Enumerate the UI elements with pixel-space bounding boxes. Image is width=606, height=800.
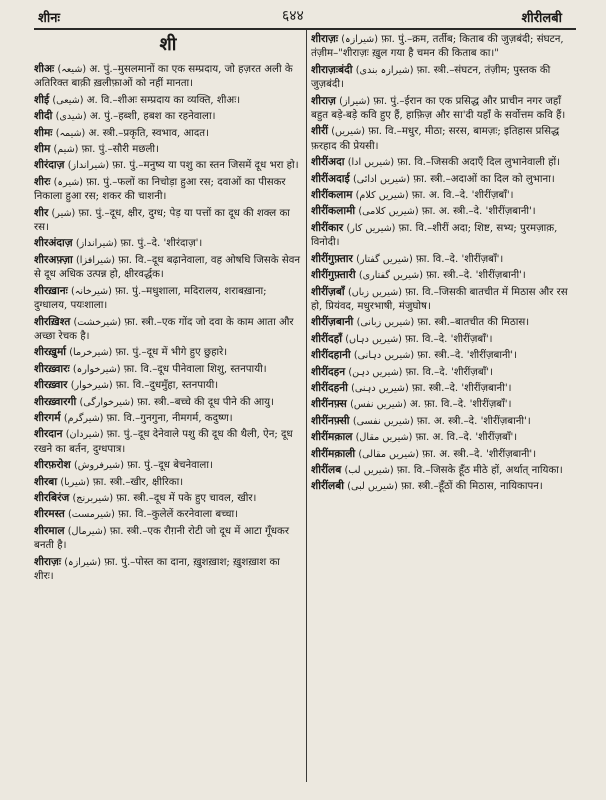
entry-headword: शीरख़िश्त	[34, 315, 71, 328]
dictionary-entry	[34, 206, 302, 236]
entry-headword: शीरख़्वारः	[34, 362, 70, 375]
entry-headword: शीरींदहाँ	[311, 332, 343, 345]
entry-urdu-spelling: (شیریں مقالی)	[358, 448, 420, 460]
dictionary-entry	[34, 362, 302, 377]
entry-headword: शीरबा	[34, 475, 58, 488]
entry-urdu-spelling: (شیرازہ بندی)	[355, 64, 414, 76]
dictionary-entry	[34, 253, 302, 283]
entry-urdu-spelling: (شیریں دہن)	[348, 366, 403, 378]
dictionary-entry	[34, 458, 302, 473]
entry-urdu-spelling: (شیریں کلام)	[355, 190, 409, 202]
entry-definition: फ़ा. स्त्री.–बच्चे की दूध पीने की आयु।	[137, 396, 274, 408]
entry-urdu-spelling: (شیرگرم)	[63, 412, 104, 424]
entry-urdu-spelling: (شیریں ادا)	[347, 157, 395, 169]
entry-urdu-spelling: (شیرازہ)	[341, 34, 378, 45]
left-entry-list	[34, 62, 302, 584]
dictionary-entry	[311, 414, 577, 429]
entry-definition: फ़ा. स्त्री.–दे. 'शीरींज़बानी'।	[426, 270, 526, 282]
entry-headword: शीरख़्वारगी	[34, 395, 77, 408]
entry-headword: शीरदान	[34, 428, 63, 441]
entry-headword: शीराज़ः	[34, 555, 62, 568]
entry-headword: शीरींअदाई	[311, 172, 350, 185]
entry-urdu-spelling: (شیریں گفتاری)	[358, 270, 423, 282]
entry-headword: शीई	[34, 93, 50, 106]
entry-headword: शीरींलबी	[311, 480, 344, 493]
dictionary-entry	[311, 348, 577, 363]
entry-urdu-spelling: (شیریں لبی)	[347, 481, 398, 493]
entry-urdu-spelling: (شیریں دہاں)	[345, 333, 402, 345]
entry-headword: शीराज़ः	[311, 33, 339, 45]
dictionary-entry	[34, 555, 302, 585]
entry-urdu-spelling: (شیرمال)	[67, 525, 107, 537]
entry-urdu-spelling: (شیریں مقال)	[355, 432, 413, 444]
entry-definition: फ़ा. पुं.–फलों का निचोड़ा हुआ रस; दवाओं का पीसकर निकाला हुआ रस; शकर की चाशनी।	[34, 176, 286, 203]
dictionary-entry	[34, 524, 302, 554]
entry-definition: फ़ा. पुं.–दूध देनेवाले पशु की दूध की थैली, ऐन; दूध रखने का बर्तन, दुग्धपात्र।	[34, 429, 293, 455]
entry-urdu-spelling: (شیرافزا)	[76, 254, 115, 266]
entry-definition: फ़ा. वि.–जिसकी अदाएँ दिल लुभानेवाली हों।	[397, 157, 561, 169]
dictionary-entry	[311, 381, 577, 396]
entry-headword: शीरअंदाज़	[34, 237, 73, 250]
entry-headword: शीरींअदा	[311, 156, 345, 169]
entry-definition: फ़ा. वि.–दे. 'शीरींज़बाँ'।	[405, 333, 493, 345]
entry-urdu-spelling: (شیرمست)	[68, 509, 115, 521]
entry-urdu-spelling: (شیراز)	[339, 95, 371, 107]
entry-urdu-spelling: (شیدی)	[55, 111, 87, 123]
entry-definition: अ. पुं.–मुसलमानों का एक सम्प्रदाय, जो हज़रत अली के अतिरिक्त बाक़ी ख़लीफ़ाओं को नहीं मानता।	[34, 64, 293, 90]
entry-urdu-spelling: (شیریں دہنی)	[351, 382, 409, 394]
page-header	[0, 0, 606, 30]
entry-definition: अ. फ़ा. वि.–दे. 'शीरींज़बाँ'।	[409, 399, 512, 411]
entry-definition: फ़ा. स्त्री.–एक रौग़नी रोटी जो दूध में आटा गूँधकर बनती है।	[34, 525, 290, 552]
entry-definition: फ़ा. पुं.–मनुष्य या पशु का स्तन जिसमें दूध भरा हो।	[112, 160, 299, 172]
entry-headword: शीरींज़बानी	[311, 316, 354, 329]
entry-urdu-spelling: (شیم)	[53, 144, 79, 156]
entry-headword: शीरींज़बाँ	[311, 285, 345, 298]
dictionary-entry	[311, 315, 577, 330]
entry-definition: फ़ा. वि.–दुधमुँहा, स्तनपायी।	[115, 380, 219, 392]
entry-headword: शीरफ़रोश	[34, 459, 71, 472]
dictionary-entry	[311, 430, 577, 445]
entry-urdu-spelling: (شیریں زبانی)	[356, 317, 415, 329]
dictionary-entry	[34, 475, 302, 490]
entry-headword: शीरंदाज़	[34, 159, 65, 172]
entry-urdu-spelling: (شیرانداز)	[75, 238, 118, 250]
dictionary-entry	[34, 62, 302, 92]
entry-urdu-spelling: (شیعی)	[52, 94, 84, 106]
entry-headword: शीरींकलाम	[311, 189, 353, 202]
page-number: ६४४	[282, 8, 304, 24]
entry-definition: फ़ा. वि.–गुनगुना, नीमगर्म, कदुष्ण।	[106, 412, 233, 424]
entry-definition: फ़ा. अ. स्त्री.–दे. 'शीरींज़बानी'।	[416, 415, 531, 427]
dictionary-entry	[34, 142, 302, 157]
entry-urdu-spelling: (شیعہ)	[57, 64, 87, 75]
right-column	[311, 32, 577, 496]
dictionary-entry	[311, 252, 577, 267]
entry-headword: शीरींदहानी	[311, 349, 351, 362]
entry-definition: फ़ा. पुं.–सौरी मछली।	[81, 144, 159, 156]
entry-definition: फ़ा. पुं.–दूध, क्षीर, दुग्ध; पेड़ या पत्तों का दूध की शक्ल का रस।	[34, 207, 290, 234]
dictionary-entry	[34, 126, 302, 141]
entry-headword: शीरींदहनी	[311, 381, 348, 394]
entry-definition: फ़ा. वि.–शीरीं अदा; शिष्ट, सभ्य; पुरमज़ाक़, विनोदी।	[311, 222, 558, 249]
dictionary-entry	[34, 395, 302, 410]
dictionary-entry	[311, 397, 577, 412]
entry-definition: फ़ा. वि.–दूध बढ़ानेवाला, वह ओषधि जिसके सेवन से दूध अधिक उत्पन्न हो, क्षीरवर्द्धक।	[34, 254, 301, 281]
header-left-guide-word: शीनः	[38, 11, 61, 26]
dictionary-entry	[34, 175, 302, 205]
entry-urdu-spelling: (شیریں کلامی)	[358, 206, 419, 218]
entry-headword: शीरींमक़ाल	[311, 431, 353, 444]
entry-headword: शीरींगुफ़्तारी	[311, 269, 356, 282]
entry-definition: फ़ा. वि.–दूध पीनेवाला शिशु, स्तनपायी।	[123, 363, 267, 375]
entry-headword: शीरींदहन	[311, 365, 346, 378]
entry-definition: अ. वि.–शीअः सम्प्रदाय का व्यक्ति, शीअः।	[86, 94, 241, 106]
right-entry-list	[311, 32, 577, 495]
entry-urdu-spelling: (شیریں نفسی)	[352, 415, 414, 427]
dictionary-entry	[311, 188, 577, 203]
entry-headword: शीरः	[34, 175, 51, 188]
entry-definition: फ़ा. पुं.–दूध बेचनेवाला।	[127, 460, 213, 472]
entry-headword: शीरख़ुर्मा	[34, 346, 67, 359]
entry-headword: शीरख़ानः	[34, 284, 68, 297]
entry-definition: फ़ा. स्त्री.–दे. 'शीरींज़बानी'।	[417, 350, 517, 362]
dictionary-entry	[311, 285, 577, 315]
entry-urdu-spelling: (شیر)	[51, 207, 76, 219]
header-rule	[34, 28, 576, 30]
dictionary-entry	[311, 447, 577, 462]
dictionary-entry	[34, 315, 302, 345]
dictionary-entry	[34, 491, 302, 506]
entry-urdu-spelling: (شیریں لب)	[344, 464, 394, 476]
entry-urdu-spelling: (شیریں ادائی)	[352, 173, 410, 185]
entry-headword: शीराज़	[311, 94, 336, 107]
entry-headword: शीरींनफ़्स	[311, 398, 347, 411]
entry-urdu-spelling: (شیریں گفتار)	[356, 253, 413, 265]
entry-headword: शीरीं	[311, 125, 329, 138]
header-right-guide-word: शीरीलबी	[521, 11, 562, 26]
entry-urdu-spelling: (شیرانداز)	[67, 160, 110, 172]
entry-headword: शीरींकलामी	[311, 205, 356, 218]
entry-headword: शीरबिरंज	[34, 491, 70, 504]
entry-definition: फ़ा. अ. स्त्री.–दे. 'शीरींज़बानी'।	[421, 206, 536, 218]
entry-headword: शीरअफ़्ज़ा	[34, 253, 73, 266]
entry-definition: फ़ा. स्त्री.–दूध में पके हुए चावल, खीर।	[116, 492, 257, 504]
dictionary-entry	[34, 109, 302, 124]
entry-definition: फ़ा. अ. स्त्री.–दे. 'शीरींज़बानी'।	[422, 448, 537, 460]
dictionary-entry	[311, 332, 577, 347]
entry-definition: फ़ा. स्त्री.–एक गोंद जो दवा के काम आता और अच्छा रेचक है।	[34, 316, 294, 342]
entry-urdu-spelling: (شیمہ)	[55, 127, 86, 139]
dictionary-entry	[34, 427, 302, 457]
entry-headword: शीरगर्म	[34, 411, 61, 424]
entry-definition: फ़ा. अ. वि.–दे. 'शीरींज़बाँ'।	[411, 190, 514, 202]
entry-definition: फ़ा. स्त्री.–हूँठों की मिठास, नायिकापन।	[401, 481, 543, 493]
entry-definition: फ़ा. वि.–दे. 'शीरींज़बाँ'।	[415, 253, 504, 265]
entry-urdu-spelling: (شیرخرما)	[69, 347, 113, 359]
entry-definition: फ़ा. स्त्री.–अदाओं का दिल को लुभाना।	[413, 173, 555, 185]
entry-headword: शीर	[34, 206, 49, 219]
entry-headword: शीरमाल	[34, 524, 65, 537]
entry-definition: फ़ा. पुं.–दूध में भीगे हुए छुहारे।	[115, 347, 228, 359]
entry-urdu-spelling: (شیرخانہ)	[70, 285, 112, 297]
entry-urdu-spelling: (شیرخشت)	[73, 316, 122, 328]
entry-headword: शीअः	[34, 63, 55, 75]
dictionary-entry	[34, 507, 302, 522]
dictionary-entry	[311, 63, 577, 93]
dictionary-entry	[311, 365, 577, 380]
dictionary-entry	[34, 345, 302, 360]
entry-definition: अ. स्त्री.–प्रकृति, स्वभाव, आदत।	[88, 127, 209, 139]
entry-definition: अ. पुं.–हब्शी, हबश का रहनेवाला।	[89, 111, 216, 123]
entry-definition: फ़ा. वि.–जिसकी बातचीत में मिठास और रस हो, प्रियंवद, मधुरभाषी, मंजुघोष।	[311, 286, 568, 312]
entry-urdu-spelling: (شیریں زباں)	[347, 286, 402, 298]
entry-headword: शीमः	[34, 126, 53, 139]
dictionary-entry	[311, 172, 577, 187]
dictionary-entry	[311, 479, 577, 494]
entry-headword: शीरख़्वार	[34, 379, 68, 392]
entry-definition: फ़ा. पुं.–दे. 'शीरंदाज़'।	[120, 238, 203, 250]
entry-headword: शीरींनफ़्सी	[311, 414, 350, 427]
entry-definition: फ़ा. वि.–दे. 'शीरींज़बाँ'।	[405, 366, 493, 378]
dictionary-entry	[34, 411, 302, 426]
dictionary-entry	[34, 236, 302, 251]
entry-urdu-spelling: (شیرخوارہ)	[72, 363, 121, 375]
entry-urdu-spelling: (شیربا)	[60, 476, 90, 488]
entry-headword: शीरींगुफ़्तार	[311, 252, 353, 265]
dictionary-entry	[311, 124, 577, 154]
dictionary-entry	[34, 378, 302, 393]
entry-headword: शीरींमक़ाली	[311, 447, 356, 460]
entry-headword: शीरींकार	[311, 221, 344, 234]
dictionary-entry	[311, 32, 577, 62]
entry-urdu-spelling: (شیرخوار)	[70, 380, 113, 392]
entry-urdu-spelling: (شیربرنج)	[72, 492, 114, 504]
section-heading: शी	[159, 34, 177, 55]
entry-headword: शीम	[34, 143, 51, 156]
dictionary-entry	[311, 155, 577, 170]
entry-definition: फ़ा. वि.–मधुर, मीठा; सरस, बामज़ः; इतिहास प्रसिद्ध फ़रहाद की प्रेयसी।	[311, 126, 560, 152]
entry-urdu-spelling: (شیرفروش)	[73, 460, 124, 472]
entry-definition: फ़ा. पुं.–पोस्त का दाना, ख़ुशख़ाश; ख़ुशख़ाश का शीरः।	[34, 556, 280, 582]
entry-urdu-spelling: (شیردان)	[65, 429, 104, 441]
entry-urdu-spelling: (شیرخوارگی)	[79, 396, 134, 408]
dictionary-entry	[34, 284, 302, 314]
entry-definition: फ़ा. स्त्री.–खीर, क्षीरिका।	[92, 476, 184, 488]
entry-definition: फ़ा. पुं.–ईरान का एक प्रसिद्ध और प्राचीन नगर जहाँ बहुत बड़े-बड़े कवि हुए हैं, हाफ़िज़ और सा'दी यहाँ के सर्वोत्तम कवि हैं।	[311, 95, 566, 122]
left-column	[34, 32, 302, 585]
entry-definition: फ़ा. पुं.–क्रम, तर्तीब; किताब की जुज़बंदी; संघटन, तंज़ीम–"शीराज़ः ख़ुल गया है चमन की किताब का।"	[311, 34, 564, 60]
entry-definition: फ़ा. स्त्री.–संघटन, तंज़ीम; पुस्तक की जुज़बंदी।	[311, 64, 551, 91]
entry-urdu-spelling: (شیرہ)	[53, 176, 84, 188]
entry-urdu-spelling: (شیریں نفس)	[350, 399, 407, 411]
entry-definition: फ़ा. अ. वि.–दे. 'शीरींज़बाँ'।	[415, 432, 518, 444]
entry-urdu-spelling: (شیرازہ)	[64, 556, 101, 568]
dictionary-entry	[311, 94, 577, 124]
dictionary-entry	[311, 221, 577, 251]
dictionary-entry	[311, 463, 577, 478]
entry-headword: शीरमस्त	[34, 508, 65, 521]
entry-definition: फ़ा. स्त्री.–दे. 'शीरींज़बानी'।	[411, 382, 512, 394]
dictionary-entry	[311, 204, 577, 219]
entry-definition: फ़ा. पुं.–मधुशाला, मदिरालय, शराबख़ाना; दुग्धालय, पयःशाला।	[34, 285, 267, 312]
column-divider	[306, 30, 307, 782]
entry-urdu-spelling: (شیریں)	[331, 126, 365, 138]
entry-headword: शीदी	[34, 110, 53, 123]
dictionary-entry	[34, 93, 302, 108]
entry-definition: फ़ा. स्त्री.–बातचीत की मिठास।	[417, 317, 530, 329]
entry-urdu-spelling: (شیریں کار)	[346, 222, 396, 234]
entry-definition: फ़ा. वि.–जिसके हूँठ मीठे हों, अर्थात् नायिका।	[396, 464, 563, 476]
entry-headword: शीराज़ःबंदी	[311, 63, 353, 76]
entry-urdu-spelling: (شیریں دہانی)	[353, 350, 415, 362]
dictionary-entry	[311, 268, 577, 283]
dictionary-entry	[34, 158, 302, 173]
entry-headword: शीरींलब	[311, 463, 342, 476]
entry-definition: फ़ा. वि.–कुलेलें करनेवाला बच्चा।	[118, 509, 238, 521]
